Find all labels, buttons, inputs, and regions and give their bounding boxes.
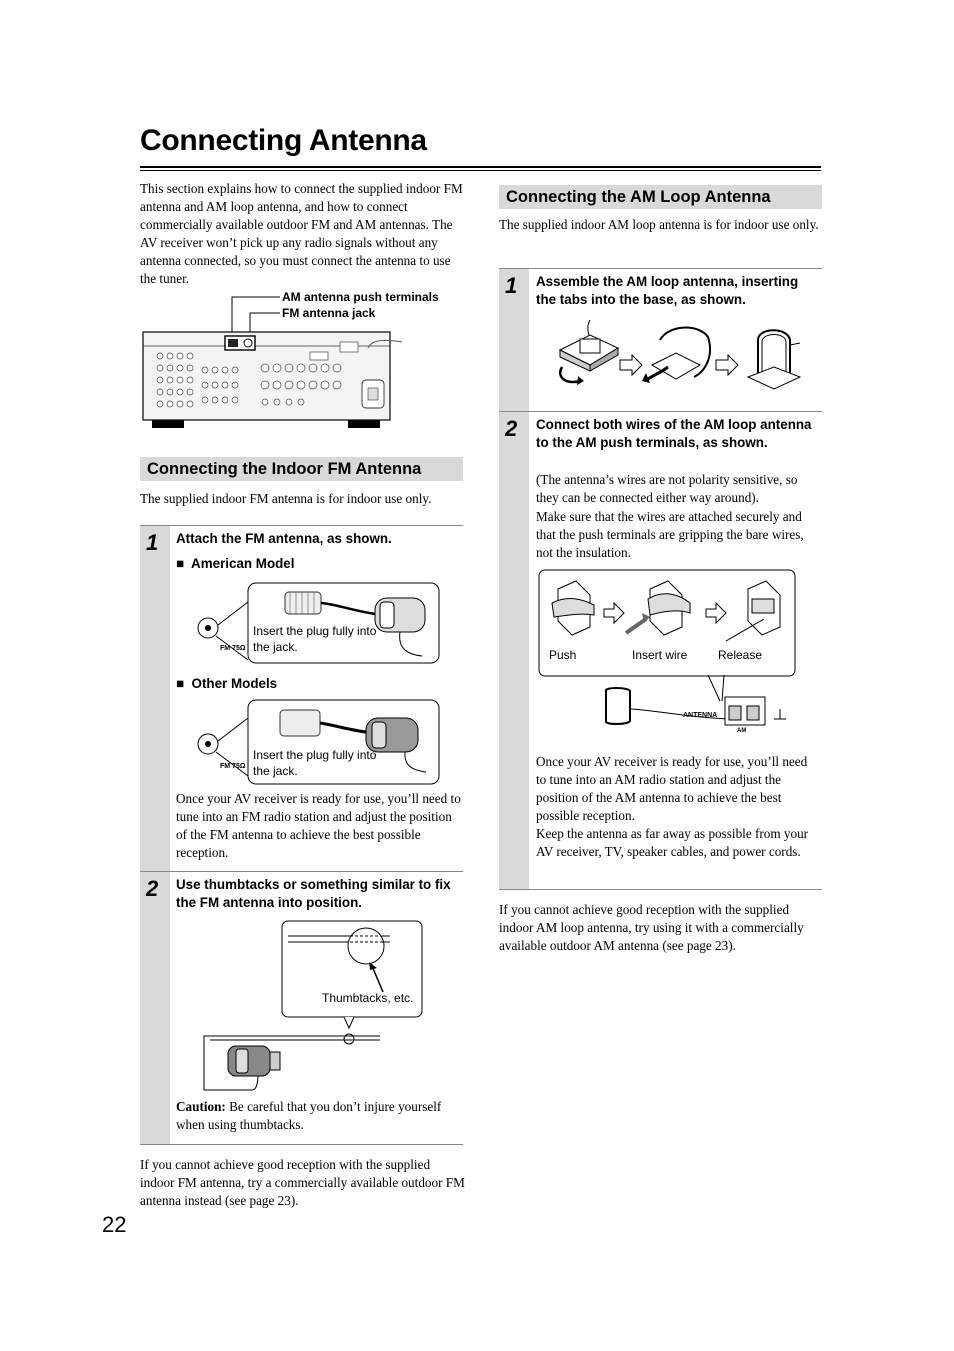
am-step2-title: Connect both wires of the AM loop antenna to the AM push terminals, as shown. [536,417,812,450]
thumbtacks-label: Thumbtacks, etc. [322,991,414,1005]
label-am-terminals: AM antenna push terminals [282,290,439,304]
title-rule-thin [140,170,821,171]
thumbtack-illustration [200,918,430,1098]
fm-step2-number-column [140,872,170,1144]
fig-label-antenna: ANTENNA [683,712,718,719]
page-title: Connecting Antenna [140,124,427,157]
fm-step1-number: 1 [146,530,159,555]
fm-footer: If you cannot achieve good reception with the supplied indoor FM antenna, try a commercially available outdoor FM antenna instead (see page 23). [140,1157,465,1208]
fm-jack-label-other: FM 75Ω [220,763,246,770]
title-rule [140,166,821,168]
square-bullet-icon: ■ [176,676,185,691]
fm-steps-bottom-rule [140,1144,463,1145]
square-bullet-icon: ■ [176,556,185,571]
am-step2-para2: Make sure that the wires are attached securely and that the push terminals are gripping the bare wires, not the insulation. [536,509,804,560]
other-models-label: ■ Other Models [176,676,278,691]
fig-label-push: Push [549,648,577,662]
fig-label-insert-wire: Insert wire [632,648,688,662]
receiver-rear-panel-illustration [140,290,410,435]
fm-caution [176,1098,462,1134]
american-model-label: ■ American Model [176,556,295,571]
fm-section-intro: The supplied indoor FM antenna is for indoor use only. [140,491,432,506]
fm-step1-body: Once your AV receiver is ready for use, you’ll need to tune into an FM radio station and adjust the position of the FM antenna to achieve the best possible reception. [176,791,461,860]
am-step2-para4: Keep the antenna as far away as possible from your AV receiver, TV, speaker cables, and power cords. [536,826,809,859]
am-section-intro: The supplied indoor AM loop antenna is for indoor use only. [499,217,819,232]
am-step2-para3: Once your AV receiver is ready for use, you’ll need to tune into an AM radio station and adjust the position of the AM antenna to achieve the best possible reception. [536,754,808,823]
am-step1-title: Assemble the AM loop antenna, inserting the tabs into the base, as shown. [536,274,799,307]
fm-step2-number: 2 [146,876,159,901]
fm-american-callout: Insert the plug fully into the jack. [253,624,377,654]
fig-label-release: Release [718,648,763,662]
fig-label-am: AM [737,728,747,734]
label-fm-jack: FM antenna jack [282,306,376,320]
fm-other-callout: Insert the plug fully into the jack. [253,748,377,778]
fm-section-heading: Connecting the Indoor FM Antenna [140,457,463,481]
am-step2-para1: (The antenna’s wires are not polarity sensitive, so they can be connected either way around). [536,472,798,505]
fm-step1-title: Attach the FM antenna, as shown. [176,531,392,546]
fm-step2-title: Use thumbtacks or something similar to fix the FM antenna into position. [176,877,451,910]
intro-paragraph: This section explains how to connect the supplied indoor FM antenna and AM loop antenna, and how to connect commercially available outdoor FM and AM antennas. The AV receiver won’t pick up any radio signals without any antenna connected, so you must connect the antenna to use the tuner. [140,181,463,286]
am-footer: If you cannot achieve good reception with the supplied indoor AM loop antenna, try using it with a commercially available outdoor AM antenna (see page 23). [499,902,804,953]
fm-step1-number-column [140,526,170,871]
caution-label: Caution: [176,1099,226,1114]
caution-text: Be careful that you don’t injure yourself when using thumbtacks. [176,1099,442,1132]
am-assembly-illustration [548,315,808,395]
am-steps-bottom-rule [499,889,822,890]
am-step2-number: 2 [505,416,518,441]
page-number: 22 [102,1212,127,1237]
am-step1-number: 1 [505,273,518,298]
am-section-heading: Connecting the AM Loop Antenna [499,185,822,209]
fm-jack-label-american: FM 75Ω [220,645,246,652]
